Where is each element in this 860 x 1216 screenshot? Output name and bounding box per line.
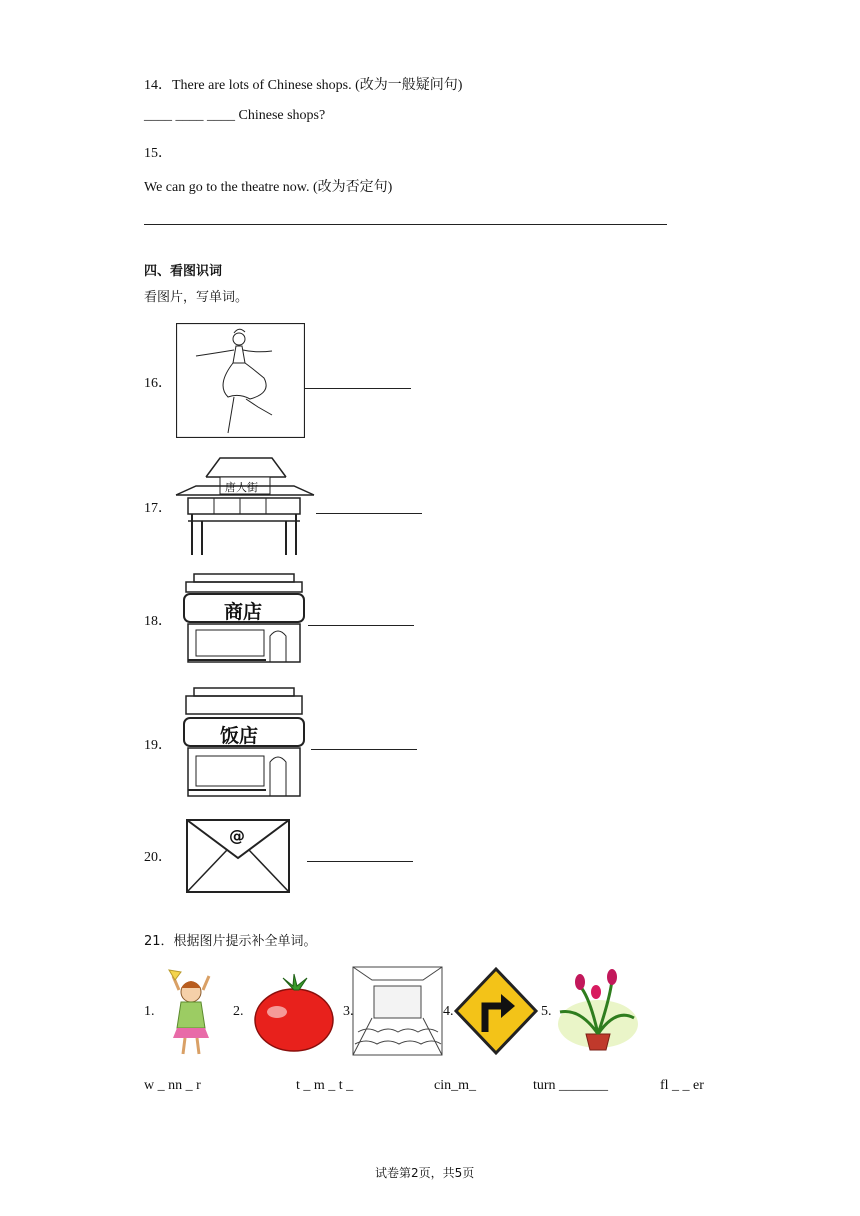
- item-number: 16．: [144, 376, 172, 391]
- at-symbol: @: [229, 826, 245, 845]
- gate-sign-text: 唐人街: [225, 481, 258, 494]
- answer-line-15: [144, 224, 667, 225]
- item-number: 19．: [144, 738, 172, 753]
- answer-line-20: [307, 861, 413, 862]
- answer-line-16: [305, 388, 411, 389]
- question-text: There are lots of Chinese shops. (改为一般疑问句): [172, 78, 463, 93]
- turn-right-sign-icon: [453, 966, 539, 1056]
- page-footer: 试卷第2页，共5页: [375, 1166, 475, 1180]
- hint-text: w _ nn _ r: [144, 1078, 201, 1093]
- tomato-icon: [253, 972, 335, 1054]
- shop-building-icon: [182, 572, 306, 664]
- item-number: 1.: [144, 1004, 155, 1019]
- picture-item: [144, 846, 172, 866]
- picture-item: [144, 497, 172, 517]
- item-number: 4.: [443, 1004, 454, 1019]
- answer-line-18: [308, 625, 414, 626]
- winner-girl-icon: [153, 966, 233, 1058]
- hint-text: t _ m _ t _: [296, 1078, 354, 1093]
- answer-line-17: [316, 513, 422, 514]
- question-number: 14．: [144, 78, 172, 93]
- flower-pot-icon: [550, 968, 640, 1054]
- cinema-icon: [352, 966, 443, 1056]
- section-title: 四、看图识词: [144, 264, 223, 279]
- restaurant-sign-text: 饭店: [220, 725, 259, 747]
- question-14: [144, 74, 462, 94]
- answer-line-14: ____ ____ ____ Chinese shops?: [144, 108, 326, 123]
- question-21-title: 21．根据图片提示补全单词。: [144, 934, 317, 949]
- hint-text: fl _ _ er: [660, 1078, 704, 1093]
- answer-line-19: [311, 749, 417, 750]
- item-number: 2.: [233, 1004, 244, 1019]
- item-number: 5.: [541, 1004, 552, 1019]
- email-envelope-icon: [185, 818, 291, 894]
- item-number: 18．: [144, 614, 172, 629]
- section-instruction: 看图片，写单词。: [144, 290, 249, 305]
- picture-item: [144, 734, 172, 754]
- picture-item: [144, 610, 172, 630]
- ballet-dancer-icon: [176, 323, 305, 438]
- question-number: 15．: [144, 146, 172, 161]
- chinatown-gate-icon: [174, 455, 316, 555]
- item-number: 3.: [343, 1004, 354, 1019]
- restaurant-building-icon: [182, 686, 306, 798]
- picture-item: [144, 372, 172, 392]
- item-number: 17．: [144, 501, 172, 516]
- question-text: We can go to the theatre now. (改为否定句): [144, 180, 393, 195]
- shop-sign-text: 商店: [224, 601, 263, 623]
- hint-text: turn _______: [533, 1078, 609, 1093]
- item-number: 20．: [144, 850, 172, 865]
- hint-text: cin_m_: [434, 1078, 476, 1093]
